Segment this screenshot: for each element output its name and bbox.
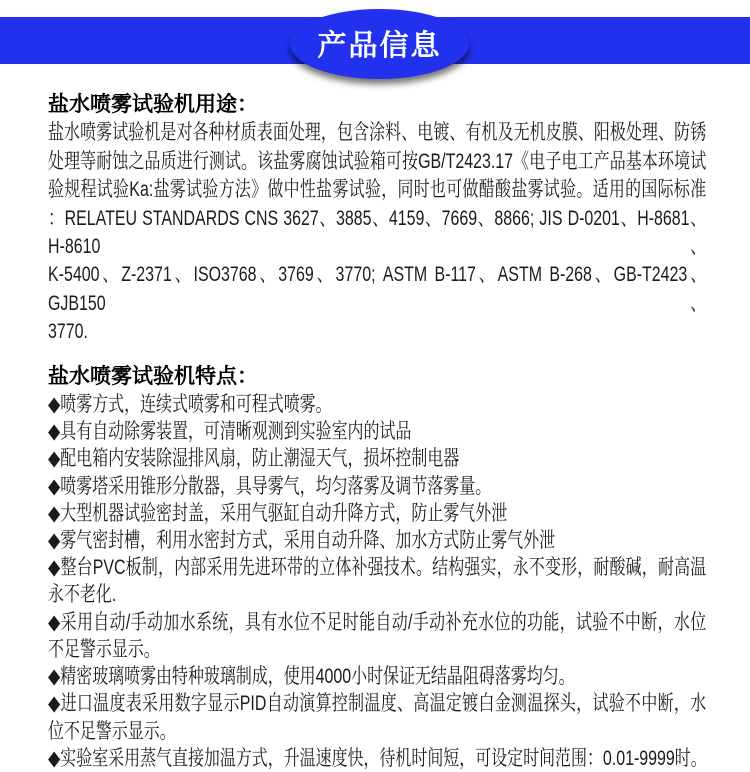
text-line: ：RELATEU STANDARDS CNS 3627、3885、4159、7669、8866; JIS D-0201、H-8681、H-8610、: [48, 206, 707, 259]
text-line: 验规程试验Ka:盐雾试验方法》做中性盐雾试验，同时也可做醋酸盐雾试验。适用的国际标准: [48, 178, 707, 202]
section-heading-usage: 盐水喷雾试验机用途：: [48, 93, 258, 116]
section-usage: [48, 91, 706, 347]
text-line: 盐水喷雾试验机是对各种材质表面处理，包含涂料、电镀、有机及无机皮膜、阳极处理、防锈: [48, 121, 707, 145]
features-list: [48, 391, 706, 772]
feature-line: 不足警示显示。: [48, 637, 160, 661]
feature-line: 位不足警示显示。: [48, 719, 176, 743]
text-line: 3770.: [48, 320, 88, 344]
feature-line: 永不老化.: [48, 583, 117, 607]
feature-line: ◆精密玻璃喷雾由特种玻璃制成，使用4000小时保证无结晶阻碍落雾均匀。: [48, 665, 575, 689]
feature-line: ◆整台PVC板制，内部采用先进环带的立体补强技术。结构强实，永不变形，耐酸碱，耐高温: [48, 556, 707, 580]
usage-paragraph: [48, 119, 706, 346]
feature-line: ◆大型机器试验密封盖，采用气驱缸自动升降方式，防止雾气外泄: [48, 501, 508, 525]
section-features: [48, 363, 706, 772]
section-heading-features: 盐水喷雾试验机特点：: [48, 364, 258, 388]
feature-line: ◆雾气密封槽，利用水密封方式，采用自动升降、加水方式防止雾气外泄: [48, 529, 556, 553]
feature-line: ◆实验室采用蒸气直接加温方式，升温速度快，待机时间短，可设定时间范围：0.01-9999时。: [48, 746, 707, 770]
text-line: K-5400、Z-2371、ISO3768、3769、3770; ASTM B-117、ASTM B-268、GB-T2423、GJB150、: [48, 263, 707, 315]
banner-title: 产品信息: [317, 29, 442, 62]
text-line: 处理等耐蚀之品质进行测试。该盐雾腐蚀试验箱可按GB/T2423.17《电子电工产品基本环境试: [48, 149, 707, 173]
feature-line: ◆喷雾方式，连续式喷雾和可程式喷雾。: [48, 393, 332, 417]
feature-line: ◆喷雾塔采用锥形分散器，具导雾气，均匀落雾及调节落雾量。: [48, 474, 492, 498]
feature-line: ◆具有自动除雾装置，可清晰观测到实验室内的试品: [48, 420, 412, 444]
feature-line: ◆采用自动/手动加水系统，具有水位不足时能自动/手动补充水位的功能，试验不中断，水位: [48, 610, 707, 634]
feature-line: ◆配电箱内安装除湿排风扇，防止潮湿天气，损坏控制电器: [48, 447, 460, 471]
feature-line: ◆进口温度表采用数字显示PID自动演算控制温度、高温定镀白金测温探头，试验不中断，水: [48, 692, 707, 716]
